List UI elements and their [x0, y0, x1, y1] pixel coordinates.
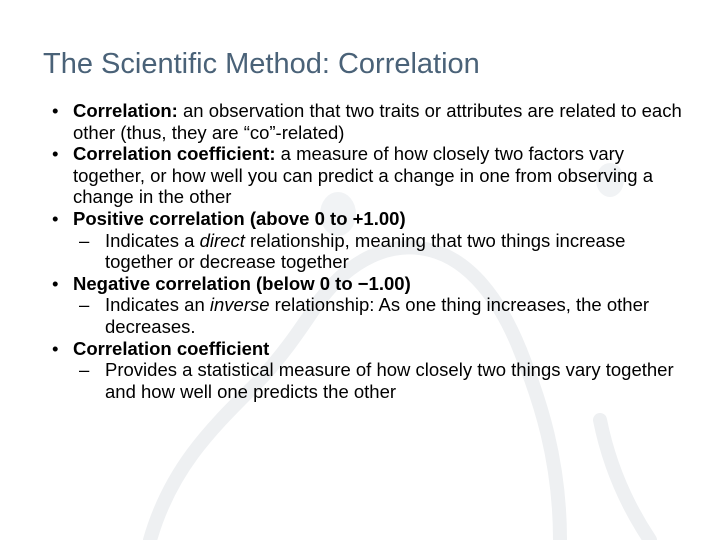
- bullet-marker: •: [52, 143, 59, 165]
- text-segment: relationship, meaning that two things increase together or decrease together: [105, 229, 626, 273]
- emphasis-text: inverse: [209, 294, 270, 316]
- text-segment: an observation that two traits or attributes are related to each other (thus, they are “co”-related): [73, 100, 682, 143]
- bold-term: Positive correlation (above 0 to +1.00): [73, 207, 406, 229]
- bullet-marker: •: [52, 207, 59, 229]
- dash-marker: –: [79, 359, 90, 381]
- bullet-text: [73, 273, 690, 295]
- bold-term: Negative correlation (below 0 to −1.00): [73, 272, 411, 294]
- slide-title: The Scientific Method: Correlation: [43, 48, 480, 80]
- bullet-item: [50, 273, 690, 295]
- bullet-text: [73, 143, 690, 208]
- bullet-marker: •: [52, 100, 59, 121]
- bullet-marker: •: [52, 272, 59, 294]
- bullet-marker: •: [52, 337, 59, 359]
- sub-bullet-item: [50, 294, 690, 337]
- bullet-text: [105, 294, 690, 337]
- bullet-list: [50, 100, 690, 402]
- bullet-text: [73, 338, 690, 360]
- bullet-text: [73, 208, 690, 230]
- text-segment: relationship: As one thing increases, the other decreases.: [105, 294, 650, 337]
- text-segment: Indicates an: [105, 294, 210, 316]
- bold-term: Correlation:: [73, 100, 178, 121]
- bold-term: Correlation coefficient: [73, 337, 270, 359]
- bold-term: Correlation coefficient:: [73, 143, 276, 165]
- bullet-item: [50, 100, 690, 143]
- dash-marker: –: [79, 294, 90, 316]
- text-segment: Indicates a: [105, 229, 200, 251]
- bullet-item: [50, 143, 690, 208]
- text-segment: Provides a statistical measure of how closely two things vary together and how well one predicts the other: [105, 359, 674, 402]
- bullet-text: [105, 359, 690, 402]
- sub-bullet-item: [50, 230, 690, 273]
- dash-marker: –: [79, 229, 90, 251]
- bullet-item: [50, 208, 690, 230]
- sub-bullet-item: [50, 359, 690, 402]
- emphasis-text: direct: [199, 229, 245, 251]
- bullet-text: [105, 230, 690, 273]
- bullet-text: [73, 100, 690, 143]
- text-segment: a measure of how closely two factors vary together, or how well you can predict a change in one from observing a change in the other: [73, 143, 654, 208]
- bullet-item: [50, 338, 690, 360]
